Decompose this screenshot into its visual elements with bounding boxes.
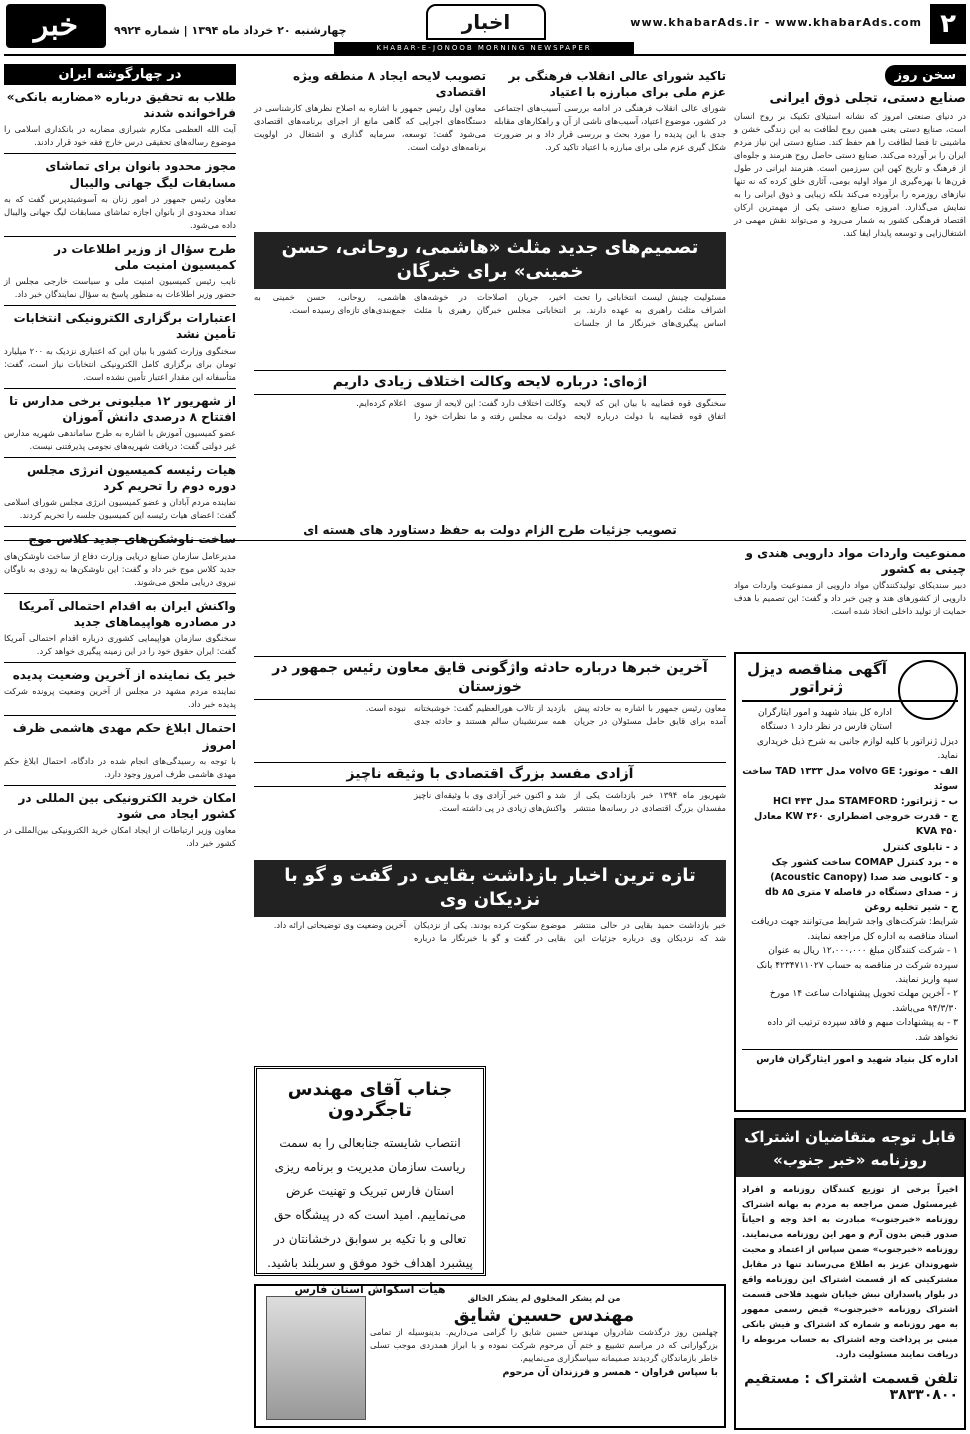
article-economic-zones-body: معاون اول رئیس جمهور با اشاره به اصلاح نظرهای کارشناسی در دستگاه‌های اجرایی که گاهی مانع از اجرای برنامه‌های اقتصادی می‌شود گفت: توسعه، سرمایه گذاری و اشتغال در اولویت برنامه‌های دولت است. xyxy=(254,103,486,153)
congrats-ad xyxy=(254,1066,486,1296)
tender-line: شرایط: شرکت‌های واجد شرایط می‌توانند جهت دریافت اسناد مناقصه به اداره کل مراجعه نمایند. xyxy=(751,917,958,942)
corner-item-body: نماینده مردم مشهد در مجلس از آخرین وضعیت پرونده شرکت پدیده خبر داد. xyxy=(4,686,236,710)
congrats-text: انتصاب شایسته جنابعالی را به سمت ریاست سازمان مدیریت و برنامه ریزی استان فارس تبریک و تهنیت عرض می‌نماییم. امید است که در پیشگاه حق تعالی و با تکیه بر سوابق درخشانتان در پیشبرد اهداف خود موفق و سربلند باشید. xyxy=(267,1136,473,1270)
article-nuclear-head xyxy=(254,518,726,538)
tender-signature: اداره کل بنیاد شهید و امور ایثارگران فارس xyxy=(742,1049,958,1067)
article-khobregan-body: مسئولیت چینش لیست انتخاباتی را تحت اشراف مثلث راهبری به عهده دارند. بر اساس پیگیری‌های خبرنگار ما از جلسات اخیر، جریان اصلاحات در خوشه‌های انتخاباتی مجلس خبرگان رهبری با مثلث هاشمی، روحانی، حسن خمینی به جمع‌بندی‌های تازه‌ای رسیده است. xyxy=(254,291,726,328)
tender-line: ز - صدای دستگاه در فاصله ۷ متری db ۸۵ xyxy=(765,887,958,899)
article-addiction-body: شورای عالی انقلاب فرهنگی در ادامه بررسی آسیب‌های اجتماعی در کشور، موضوع اعتیاد، آسیب‌های ناشی از آن و راهکارهای مقابله جدی با این پدیده را مورد بحث و بررسی قرار داد و بر ضرورت شکل گیری عزم ملی برای مبارزه با اعتیاد تاکید کرد. xyxy=(494,103,726,153)
corner-item xyxy=(4,598,236,658)
morning-strip: KHABAR-E-JONOOB MORNING NEWSPAPER xyxy=(334,42,634,54)
corner-item xyxy=(4,393,236,453)
corner-item-title: طلاب به تحقیق درباره «مضاربه بانکی» فراخوانده شدند xyxy=(6,90,236,121)
corner-item-title: مجوز محدود بانوان برای تماشای مسابقات لیگ جهانی والیبال xyxy=(45,159,236,190)
corner-item-title: امکان خرید الکترونیکی بین المللی در کشور ایجاد می شود xyxy=(18,790,236,821)
corner-item-title: احتمال ابلاغ حکم مهدی هاشمی ظرف امروز xyxy=(12,721,236,752)
article-boat-body: معاون رئیس جمهور با اشاره به حادثه پیش آمده برای قایق حامل مسئولان در جریان بازدید از تالاب هورالعظیم گفت: خوشبختانه همه سرنشینان سالم هستند و حادثه جدی نبوده است. xyxy=(365,702,726,726)
editorial-title: صنایع دستی، تجلی ذوق ایرانی xyxy=(769,91,966,106)
memorial-signature: با سپاس فراوان - همسر و فرزندان آن مرحوم xyxy=(502,1367,718,1379)
article-nuclear-title: تصویب جزئیات طرح الزام دولت به حفظ دستاورد های هسته ای xyxy=(303,523,677,537)
corner-item-body: معاون وزیر ارتباطات از ایجاد امکان خرید الکترونیکی بین‌المللی در کشور خبر داد. xyxy=(4,825,236,849)
article-ejei-title: اژه‌ای: درباره لایحه وکالت اختلاف زیادی داریم xyxy=(254,370,726,395)
tender-line: الف - موتور: volvo GE مدل ۱۳۳۳ TAD ساخت سوئد xyxy=(742,765,958,792)
divider xyxy=(4,305,236,306)
divider xyxy=(4,715,236,716)
newspaper-logo: خبر xyxy=(6,4,106,48)
corner-item xyxy=(4,158,236,231)
portrait-photo xyxy=(266,1296,366,1420)
tender-line: ه - برد کنترل COMAP ساخت کشور چک xyxy=(771,856,958,868)
memorial-intro: من لم یشکر المخلوق لم یشکر الخالق xyxy=(467,1293,621,1303)
subscription-notice xyxy=(734,1118,966,1430)
corner-item-title: واکنش ایران به اقدام احتمالی آمریکا در مصادره هواپیماهای جدید xyxy=(18,598,236,629)
import-news-body: دبیر سندیکای تولیدکنندگان مواد دارویی از ممنوعیت واردات مواد دارویی از کشورهای هند و چین خبر داد و گفت: این تصمیم با هدف حمایت از تولید داخلی اتخاذ شده است. xyxy=(734,580,966,617)
subscription-frame xyxy=(734,1118,966,1430)
editorial-body: در دنیای صنعتی امروز که نشانه استیلای تکنیک بر روح انسان است، صنایع دستی یعنی همین روح لطافت به این زندگی خشن و ماشینی تا فضا لطافت را هم حفظ کند. صنایع دستی این نیاز مردم ایران را بر آورده می‌کند. صنایع دستی حاصل روح هنرمند و جلوه‌ای از فرهنگ و تاریخ کهن این سرزمین است. هنرمند ایرانی در طول قرن‌ها با بهره‌گیری از مواد اولیه بومی، آثاری خلق کرده که نه تنها نیازهای روزمره را برآورده می‌کند بلکه زیبایی و ذوق ایرانی را به نمایش می‌گذارد. امروزه صنایع دستی یکی از مهمترین ارکان اقتصاد فرهنگی کشور به شمار می‌رود و می‌تواند نقش مهمی در اشتغال‌زایی و توسعه پایدار ایفا کند. xyxy=(734,110,966,238)
article-baghaei xyxy=(254,856,726,1056)
corner-item-title: خبر یک نماینده از آخرین وضعیت پدیده xyxy=(12,668,236,683)
issue-date: چهارشنبه ۲۰ خرداد ماه ۱۳۹۴ | شماره ۹۹۲۴ xyxy=(114,24,347,37)
article-addiction xyxy=(494,64,726,224)
corner-tag: در چهارگوشه ایران xyxy=(4,64,236,85)
divider xyxy=(4,785,236,786)
corner-item-title: از شهریور ۱۲ میلیونی برخی مدارس تا افتتاح ۸ درصدی دانش آموزان xyxy=(9,393,236,424)
divider xyxy=(4,388,236,389)
corner-item xyxy=(4,310,236,383)
corner-column xyxy=(4,64,236,1434)
divider xyxy=(4,662,236,663)
article-ejei xyxy=(254,366,726,516)
editorial-column xyxy=(734,64,966,534)
corner-item-body: عضو کمیسیون آموزش با اشاره به طرح ساماندهی شهریه مدارس غیر دولتی گفت: دریافت شهریه‌های نجومی پذیرفتنی نیست. xyxy=(4,428,236,452)
congrats-frame xyxy=(254,1066,486,1296)
divider xyxy=(4,526,236,527)
divider xyxy=(4,236,236,237)
tender-line: ب - ژنراتور: STAMFORD مدل ۴۴۳ HCI xyxy=(773,795,958,807)
article-boat-title: آخرین خبرها درباره حادثه واژگونی قایق معاون رئیس جمهور در خوزستان xyxy=(254,656,726,700)
article-ejei-body: سخنگوی قوه قضاییه با بیان این که لایحه اتفاق قوه قضاییه با دولت درباره لایحه وکالت اختلاف دارد گفت: این لایحه از سوی دولت به مجلس رفته و ما نظرات خود را اعلام کرده‌ایم. xyxy=(356,397,726,421)
divider xyxy=(4,593,236,594)
corner-item-body: سخنگوی وزارت کشور با بیان این که اعتباری نزدیک به ۲۰۰ میلیارد تومان برای برگزاری کامل الکترونیکی انتخابات نیاز است، گفت: متأسفانه این مقدار اعتبار تأمین نشده است. xyxy=(4,345,236,382)
congrats-title: جناب آقای مهندس تاجگردون xyxy=(287,1079,453,1121)
corner-item xyxy=(4,667,236,711)
corner-item-title: ساخت ناوشکن‌های جدید کلاس موج xyxy=(28,532,236,547)
subscription-title: قابل توجه متقاضیان اشتراک روزنامه «خبر جنوب» xyxy=(736,1120,964,1177)
article-economic-zones xyxy=(254,64,486,224)
subscription-phone[interactable]: تلفن قسمت اشتراک : مستقیم ۳۸۳۳۰۸۰۰ xyxy=(744,1371,958,1404)
editorial-tag: سخن روز xyxy=(885,65,966,86)
page-number: ۲ xyxy=(930,4,966,44)
corner-item xyxy=(4,720,236,780)
article-baghaei-title: تازه ترین اخبار بازداشت بقایی در گفت و گو با نزدیکان وی xyxy=(254,860,726,917)
article-corruption-title: آزادی مفسد بزرگ اقتصادی با وثیقه ناچیز xyxy=(254,762,726,787)
corner-item-title: طرح سؤال از وزیر اطلاعات در کمیسیون امنیت ملی xyxy=(54,241,236,273)
corner-item-body: معاون رئیس جمهور در امور زنان به آسوشیتدپرس گفت که به تعداد محدودی از بانوان اجازه تماشای مسابقات لیگ جهانی والیبال داده می‌شود. xyxy=(4,193,236,230)
corner-item xyxy=(4,241,236,301)
corner-item-body: نایب رئیس کمیسیون امنیت ملی و سیاست خارجی مجلس از حضور وزیر اطلاعات به منظور پاسخ به سؤال نمایندگان خبر داد. xyxy=(4,276,236,300)
tender-line: و - کانوپی ضد صدا (Acoustic Canopy) xyxy=(770,871,958,883)
article-boat xyxy=(254,652,726,752)
tender-ad xyxy=(734,652,966,1112)
tender-line: ح - شیر تخلیه روغن xyxy=(864,902,958,914)
tender-line: اداره کل بنیاد شهید و امور ایثارگران استان فارس در نظر دارد ۱ دستگاه دیزل ژنراتور با کلیه لوازم جانبی به شرح ذیل خریداری نماید. xyxy=(756,708,958,762)
corner-item-body: آیت الله العظمی مکارم شیرازی مضاربه در بانکداری اسلامی را موضوع رساله‌های تحقیقی درس خارج فقه خود قرار دادند. xyxy=(4,124,236,148)
memorial-name: مهندس حسین شایق xyxy=(453,1305,635,1327)
tender-line: ۲ - آخرین مهلت تحویل پیشنهادات ساعت ۱۴ مورخ ۹۴/۳/۳۰ می‌باشد. xyxy=(769,989,958,1014)
divider xyxy=(4,457,236,458)
tender-line: د - تابلوی کنترل xyxy=(882,841,958,853)
masthead xyxy=(4,4,966,56)
corner-item xyxy=(4,462,236,522)
tender-title: آگهی مناقصه دیزل ژنراتور xyxy=(742,660,958,702)
tender-line: ج - قدرت خروجی اضطراری ۳۶۰ KW معادل ۴۵۰ KVA xyxy=(753,811,958,838)
article-khobregan-title: تصمیم‌های جدید مثلث «هاشمی، روحانی، حسن خمینی» برای خبرگان xyxy=(254,232,726,289)
corner-item xyxy=(4,89,236,149)
article-economic-zones-title: تصویب لایحه ایجاد ۸ منطقه ویژه اقتصادی xyxy=(292,69,486,100)
corner-item-body: با توجه به رسیدگی‌های انجام شده در دادگاه، احتمال ابلاغ حکم مهدی هاشمی ظرف امروز وجود دارد. xyxy=(4,755,236,779)
congrats-signature: هیأت اسکواش استان فارس xyxy=(294,1283,446,1296)
tender-line: ۱ - شرکت کنندگان مبلغ ۱۲،۰۰۰،۰۰۰ ریال به عنوان سپرده شرکت در مناقصه به حساب ۴۲۳۴۷۱۱۰۲۷ بانک سپه واریز نمایند. xyxy=(756,946,958,985)
article-corruption-body: شهریور ماه ۱۳۹۴ خبر بازداشت یکی از مفسدان بزرگ اقتصادی در رسانه‌ها منتشر شد و اکنون خبر آزادی وی با وثیقه‌ای ناچیز واکنش‌های زیادی در پی داشته است. xyxy=(414,789,726,813)
corner-item-title: هیات رئیسه کمیسیون انرژی مجلس دوره دوم را تحریم کرد xyxy=(26,463,236,494)
subscription-body: اخیراً برخی از توزیع کنندگان روزنامه و افراد غیرمسئول ضمن مراجعه به مردم به بهانه اشتراک روزنامه «خبرجنوب» مبادرت به اخذ وجه و احیاناً صدور قبض بدون آرم و مهر این روزنامه می‌نمایند. روزنامه «خبرجنوب» ضمن سپاس از اعتماد و محبت شهروندان عزیز به اطلاع می‌رساند تنها در مقابل مشترکینی که از قسمت اشتراک این روزنامه واقع در بلوار پاسداران نبش خیابان شهید فلاحی قسمت اشتراک روزنامه «خبرجنوب» قبض رسمی ممهور به مهر روزنامه و شماره کد اشتراک و فیش بانکی مبنی بر پرداخت وجه اشتراک به حساب مربوطه را دریافت نمایند مسئولیت دارد. xyxy=(742,1185,958,1361)
corner-item xyxy=(4,531,236,588)
memorial-frame xyxy=(254,1284,726,1428)
article-baghaei-body: خبر بازداشت حمید بقایی در حالی منتشر شد که نزدیکان وی درباره جزئیات این موضوع سکوت کرده بودند. یکی از نزدیکان بقایی در گفت و گو با خبرنگار ما درباره آخرین وضعیت وی توضیحاتی ارائه داد. xyxy=(273,919,726,943)
corner-item xyxy=(4,790,236,850)
article-corruption xyxy=(254,758,726,850)
tender-frame xyxy=(734,652,966,1112)
import-news-title: ممنوعیت واردات مواد دارویی هندی و چینی به کشور xyxy=(745,546,966,577)
corner-item-title: اعتبارات برگزاری الکترونیکی انتخابات تأمین نشد xyxy=(13,311,236,342)
foundation-logo-icon xyxy=(898,660,958,720)
corner-item-body: نماینده مردم آبادان و عضو کمیسیون انرژی مجلس شورای اسلامی گفت: اعضای هیات رئیسه این کمیسیون جلسه را تحریم کردند. xyxy=(4,497,236,521)
corner-item-body: مدیرعامل سازمان صنایع دریایی وزارت دفاع از ساخت ناوشکن‌های جدید کلاس موج خبر داد و گفت: این ناوشکن‌ها به زودی به ناوگان نیروی دریایی ملحق می‌شوند. xyxy=(4,550,236,587)
site-url[interactable]: www.khabarAds.ir - www.khabarAds.com xyxy=(630,16,922,29)
tender-line: ۳ - به پیشنهادات مبهم و فاقد سپرده ترتیب اثر داده نخواهد شد. xyxy=(767,1018,958,1043)
corner-item-body: سخنگوی سازمان هواپیمایی کشوری درباره اقدام احتمالی آمریکا گفت: ایران حقوق خود را در این زمینه پیگیری خواهد کرد. xyxy=(4,633,236,657)
divider xyxy=(4,153,236,154)
article-khobregan xyxy=(254,228,726,362)
section-title: اخبار xyxy=(426,4,546,40)
memorial-ad xyxy=(254,1284,726,1428)
article-addiction-title: تاکید شورای عالی انقلاب فرهنگی بر عزم ملی برای مبارزه با اعتیاد xyxy=(508,69,726,100)
memorial-body: چهلمین روز درگذشت شادروان مهندس حسین شایق را گرامی می‌داریم. بدینوسیله از تمامی بزرگوارانی که در مراسم تشییع و ختم آن مرحوم شرکت نموده و با ابراز همدردی موجب تسلی خاطر بازماندگان گردیدند صمیمانه سپاسگزاری می‌نماییم. xyxy=(370,1327,718,1364)
